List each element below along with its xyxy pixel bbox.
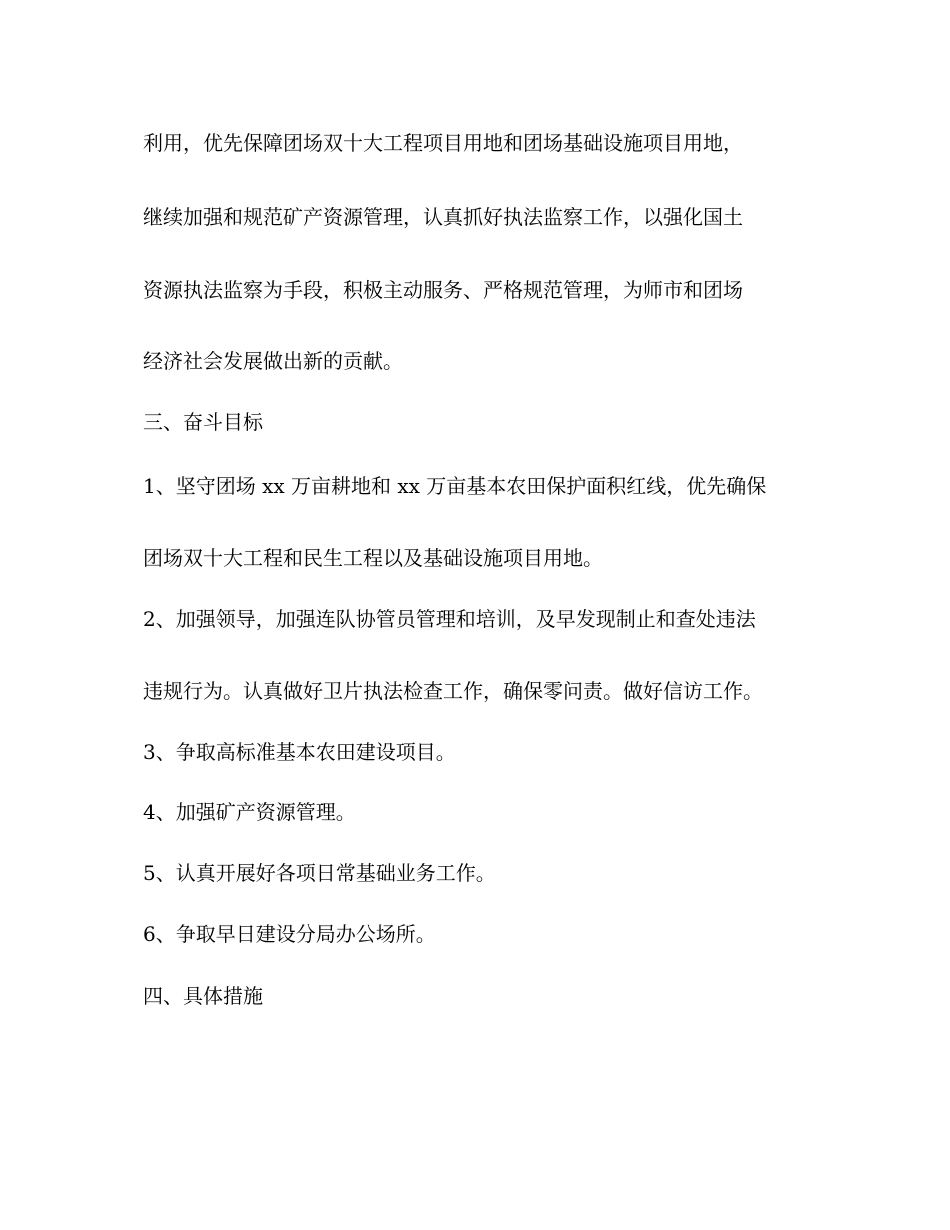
- paragraph-line: 经济社会发展做出新的贡献。: [143, 349, 403, 373]
- goal-item-2-continued: 违规行为。认真做好卫片执法检查工作，确保零问责。做好信访工作。: [143, 679, 763, 703]
- section-heading: 三、奋斗目标: [143, 410, 263, 434]
- section-heading: 四、具体措施: [143, 984, 263, 1008]
- paragraph-line: 资源执法监察为手段，积极主动服务、严格规范管理，为师市和团场: [143, 278, 743, 302]
- goal-item-5: 5、认真开展好各项日常基础业务工作。: [143, 861, 496, 885]
- paragraph-line: 继续加强和规范矿产资源管理，认真抓好执法监察工作，以强化国土: [143, 205, 743, 229]
- goal-item-3: 3、争取高标准基本农田建设项目。: [143, 740, 456, 764]
- goal-item-1-continued: 团场双十大工程和民生工程以及基础设施项目用地。: [143, 546, 603, 570]
- goal-item-1: 1、坚守团场 xx 万亩耕地和 xx 万亩基本农田保护面积红线，优先确保: [143, 474, 767, 498]
- paragraph-line: 利用，优先保障团场双十大工程项目用地和团场基础设施项目用地，: [143, 131, 743, 155]
- goal-item-6: 6、争取早日建设分局办公场所。: [143, 922, 436, 946]
- goal-item-4: 4、加强矿产资源管理。: [143, 800, 356, 824]
- goal-item-2: 2、加强领导，加强连队协管员管理和培训，及早发现制止和查处违法: [143, 607, 756, 631]
